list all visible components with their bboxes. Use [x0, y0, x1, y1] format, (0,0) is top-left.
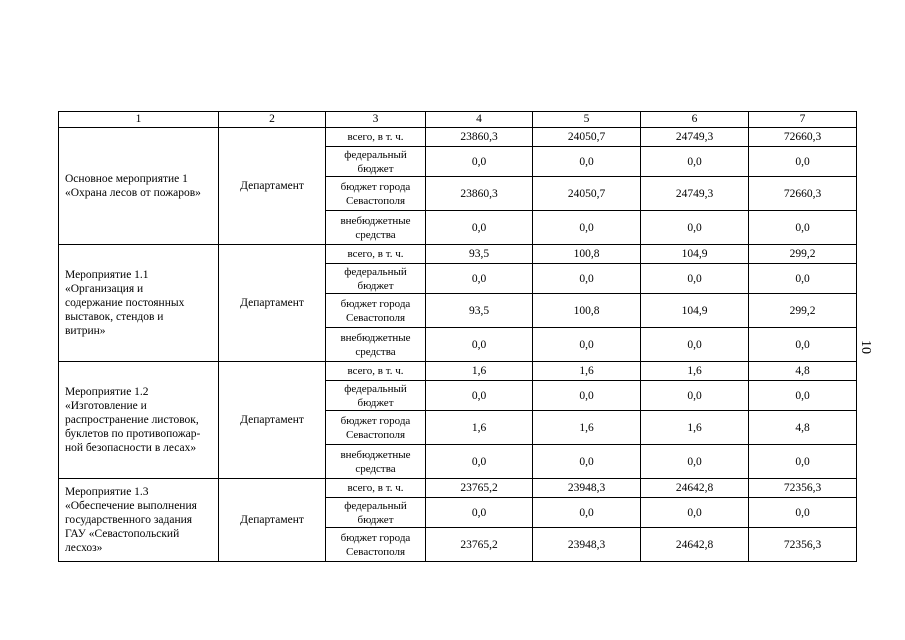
activity-title: Мероприятие 1.2 «Изготовление и распространение листовок, буклетов по противопожар- ной безопасности в лесах»	[59, 362, 219, 479]
activity-title: Мероприятие 1.3 «Обеспечение выполнения государственного задания ГАУ «Севастопольский лесхоз»	[59, 479, 219, 562]
value-cell: 0,0	[533, 328, 641, 362]
value-cell: 0,0	[749, 328, 857, 362]
value-cell: 0,0	[641, 147, 749, 177]
value-cell: 1,6	[641, 362, 749, 381]
budget-table	[58, 111, 857, 562]
source-city-label: бюджет города Севастополя	[326, 177, 426, 211]
value-cell: 24050,7	[533, 128, 641, 147]
value-cell: 299,2	[749, 294, 857, 328]
value-cell: 4,8	[749, 411, 857, 445]
value-cell: 0,0	[749, 147, 857, 177]
value-cell: 23860,3	[426, 177, 533, 211]
value-cell: 0,0	[533, 498, 641, 528]
value-cell: 23948,3	[533, 528, 641, 562]
value-cell: 0,0	[641, 264, 749, 294]
source-total-label: всего, в т. ч.	[326, 128, 426, 147]
source-city-label: бюджет города Севастополя	[326, 294, 426, 328]
header-cell: 7	[749, 112, 857, 128]
source-extra-label: внебюджетные средства	[326, 328, 426, 362]
source-extra-label: внебюджетные средства	[326, 445, 426, 479]
source-city-label: бюджет города Севастополя	[326, 528, 426, 562]
source-federal-label: федеральный бюджет	[326, 498, 426, 528]
source-federal-label: федеральный бюджет	[326, 147, 426, 177]
value-cell: 24642,8	[641, 528, 749, 562]
value-cell: 0,0	[426, 211, 533, 245]
header-cell: 2	[219, 112, 326, 128]
value-cell: 0,0	[533, 211, 641, 245]
value-cell: 0,0	[749, 211, 857, 245]
value-cell: 0,0	[749, 498, 857, 528]
value-cell: 72660,3	[749, 128, 857, 147]
source-total-label: всего, в т. ч.	[326, 362, 426, 381]
value-cell: 1,6	[533, 411, 641, 445]
executor-cell: Департамент	[219, 479, 326, 562]
value-cell: 24749,3	[641, 177, 749, 211]
table-row	[59, 128, 857, 147]
value-cell: 23948,3	[533, 479, 641, 498]
value-cell: 100,8	[533, 294, 641, 328]
activity-title: Основное мероприятие 1 «Охрана лесов от пожаров»	[59, 128, 219, 245]
value-cell: 0,0	[426, 264, 533, 294]
value-cell: 0,0	[533, 445, 641, 479]
source-federal-label: федеральный бюджет	[326, 264, 426, 294]
value-cell: 0,0	[641, 328, 749, 362]
value-cell: 100,8	[533, 245, 641, 264]
table-row	[59, 362, 857, 381]
source-extra-label: внебюджетные средства	[326, 211, 426, 245]
source-federal-label: федеральный бюджет	[326, 381, 426, 411]
value-cell: 1,6	[426, 411, 533, 445]
table-row	[59, 245, 857, 264]
value-cell: 0,0	[641, 445, 749, 479]
value-cell: 0,0	[426, 381, 533, 411]
value-cell: 23860,3	[426, 128, 533, 147]
header-row	[59, 112, 857, 128]
value-cell: 23765,2	[426, 528, 533, 562]
executor-cell: Департамент	[219, 245, 326, 362]
value-cell: 0,0	[749, 264, 857, 294]
source-total-label: всего, в т. ч.	[326, 245, 426, 264]
value-cell: 299,2	[749, 245, 857, 264]
value-cell: 72356,3	[749, 528, 857, 562]
value-cell: 0,0	[641, 498, 749, 528]
header-cell: 1	[59, 112, 219, 128]
table-row	[59, 479, 857, 498]
value-cell: 72356,3	[749, 479, 857, 498]
header-cell: 3	[326, 112, 426, 128]
value-cell: 24749,3	[641, 128, 749, 147]
value-cell: 93,5	[426, 294, 533, 328]
value-cell: 24642,8	[641, 479, 749, 498]
executor-cell: Департамент	[219, 128, 326, 245]
page-number: 10	[858, 340, 873, 354]
value-cell: 0,0	[426, 147, 533, 177]
value-cell: 0,0	[533, 147, 641, 177]
value-cell: 1,6	[426, 362, 533, 381]
value-cell: 72660,3	[749, 177, 857, 211]
value-cell: 24050,7	[533, 177, 641, 211]
value-cell: 0,0	[533, 264, 641, 294]
value-cell: 23765,2	[426, 479, 533, 498]
value-cell: 104,9	[641, 245, 749, 264]
value-cell: 0,0	[426, 445, 533, 479]
value-cell: 0,0	[533, 381, 641, 411]
value-cell: 1,6	[533, 362, 641, 381]
value-cell: 4,8	[749, 362, 857, 381]
value-cell: 0,0	[426, 498, 533, 528]
value-cell: 1,6	[641, 411, 749, 445]
value-cell: 0,0	[641, 381, 749, 411]
header-cell: 6	[641, 112, 749, 128]
header-cell: 5	[533, 112, 641, 128]
value-cell: 0,0	[426, 328, 533, 362]
source-total-label: всего, в т. ч.	[326, 479, 426, 498]
executor-cell: Департамент	[219, 362, 326, 479]
value-cell: 0,0	[749, 381, 857, 411]
value-cell: 0,0	[641, 211, 749, 245]
header-cell: 4	[426, 112, 533, 128]
activity-title: Мероприятие 1.1 «Организация и содержание постоянных выставок, стендов и витрин»	[59, 245, 219, 362]
value-cell: 104,9	[641, 294, 749, 328]
source-city-label: бюджет города Севастополя	[326, 411, 426, 445]
value-cell: 0,0	[749, 445, 857, 479]
value-cell: 93,5	[426, 245, 533, 264]
